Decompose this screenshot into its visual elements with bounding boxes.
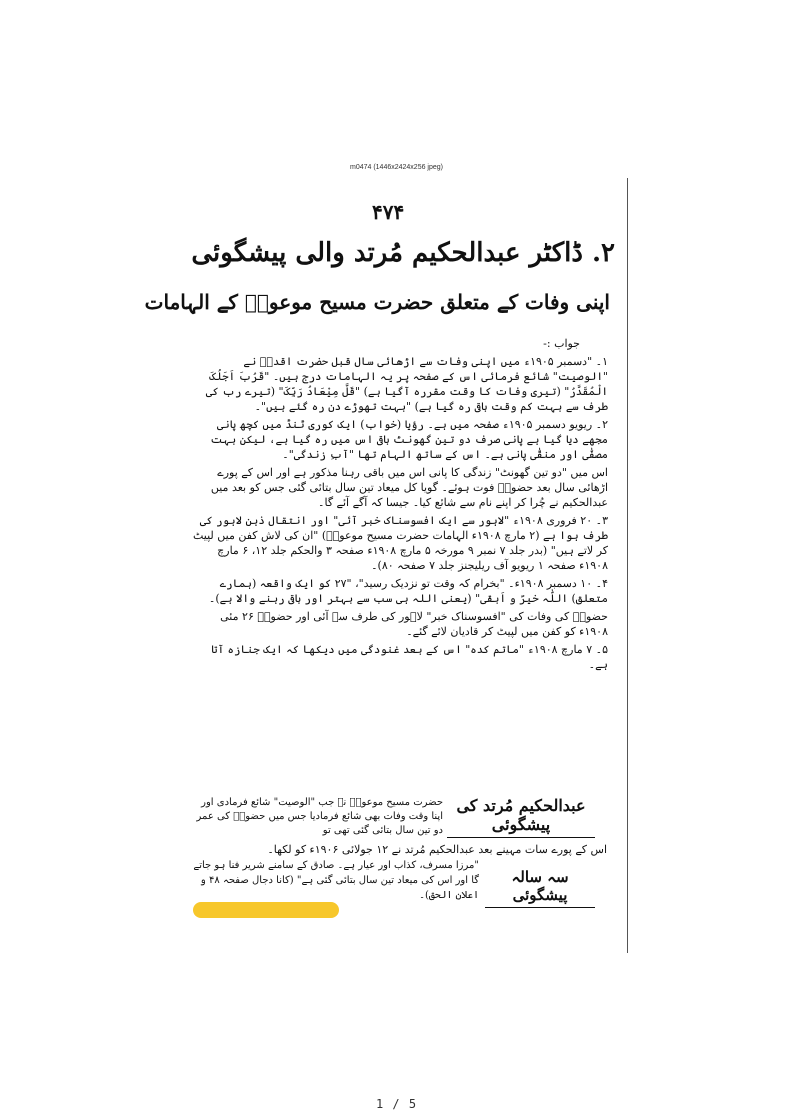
- paragraph-after-inset: اس کے پورے سات مہینے بعد عبدالحکیم مُرتد نے ۱۲ جولائی ۱۹۰۶ء کو لکھا۔: [267, 843, 607, 856]
- paragraph-5: ۴۔ ۱۰ دسمبر ۱۹۰۸ء۔ "بخرام کہ وقت تو نزدیک رسید"، "۲۷ کو ایک واقعہ (ہمارے متعلق) اللّٰہ خیرٌ و اَبقٰی" (یعنی اللہ ہی سب سے بہتر اور باقی رہنے والا ہے)۔: [208, 577, 608, 605]
- page-number: ۴۷۴: [372, 200, 405, 224]
- inset-text: حضرت مسیح موعودؑ نے جب "الوصیت" شائع فرمادی اور اپنا وقت وفات بھی شائع فرمادیا جس میں حضورؑ کی عمر دو تین سال بتائی گئی تھی تو: [196, 797, 443, 836]
- paragraph-4: ۳۔ ۲۰ فروری ۱۹۰۸ء "لاہور سے ایک افسوسناک خبر آئی" اور انتقال ذہن لاہور کی طرف ہوا ہے (۲ مارچ ۱۹۰۸ء الہامات حضرت مسیح موعودؑ) "ان کی لاش کفن میں لپیٹ کر لاتے ہیں" (بدر جلد ۷ نمبر ۹ مورخہ ۵ مارچ ۱۹۰۸ء صفحہ ۳ والحکم جلد ۱۲، ۶ مارچ ۱۹۰۸ء صفحہ ۱ ریویو آف ریلیجنز جلد ۷ صفحہ ۸۰)۔: [192, 514, 608, 572]
- paragraph-7: ۵۔ ۷ مارچ ۱۹۰۸ء "ماتم کدہ" اس کے بعد غنودگی میں دیکھا کہ ایک جنازہ آتا ہے۔: [211, 643, 608, 671]
- body-text: [190, 336, 608, 675]
- inset2-text: "مرزا مسرف، کذاب اور عیار ہے۔ صادق کے سامنے شریر فنا ہو جاتے گا اور اس کی میعاد تین سال بتائی گئی ہے" (کانا دجال صفحہ ۴۸ و اعلان الحق)۔: [193, 860, 479, 901]
- highlight-mark: [193, 902, 339, 918]
- page-edge-line: [627, 178, 628, 953]
- paragraph-1: ۱۔ "دسمبر ۱۹۰۵ء میں اپنی وفات سے اڑھائی سال قبل حضرت اقدسؑ نے "الوصیت" شائع فرمائی اس کے صفحہ پر یہ الہامات درج ہیں۔ "قَرُبَ اَجَلُکَ الْمُقَدَّرُ" (تیری وفات کا وقت مقررہ آگیا ہے) "قَلَّ مِیْعَادُ رَبِّکَ" (تیرے رب کی طرف سے بہت کم وقت باقی رہ گیا ہے) "بہت تھوڑے دن رہ گئے ہیں"۔: [205, 355, 608, 413]
- page-indicator: 1 / 5: [375, 1097, 418, 1111]
- inset-heading: عبدالحکیم مُرتد کی پیشگوئی: [447, 796, 595, 838]
- inset2-heading: سہ سالہ پیشگوئی: [485, 868, 595, 908]
- page-subtitle: اپنی وفات کے متعلق حضرت مسیح موعودؑ کے الہامات: [144, 290, 610, 314]
- page-title: ۲. ڈاکٹر عبدالحکیم مُرتد والی پیشگوئی: [191, 238, 615, 268]
- paragraph-2: ۲۔ ریویو دسمبر ۱۹۰۵ء صفحہ میں ہے۔ رؤیا (خواب) ایک کوری ٹنڈ میں کچھ پانی مجھے دیا گیا ہے پانی صرف دو تین گھونٹ باقی اس میں رہ گیا ہے، لیکن بہت مصفّٰی اور منقّٰی پانی ہے۔ اس کے ساتھ الہام تھا "آبِ زندگی"۔: [210, 418, 608, 461]
- paragraph-6: حضورؑ کی وفات کی "افسوسناک خبر" لاہور کی طرف سے آئی اور حضورؑ ۲۶ مئی ۱۹۰۸ء کو کفن میں لپیٹ کر قادیان لائے گئے۔: [220, 610, 608, 638]
- answer-label: جواب :-: [543, 337, 580, 350]
- image-caption: m0474 (1446x2424x256 jpeg): [349, 164, 443, 171]
- paragraph-3: اس میں "دو تین گھونٹ" زندگی کا پانی اس میں باقی رہنا مذکور ہے اور اس کے پورے اڑھائی سال بعد حضورؑ فوت ہوئے۔ گویا کل میعاد تین سال بتائی گئی جس کو بعد میں عبدالحکیم نے چُرا کر اپنے نام سے شائع کیا۔ جیسا کہ آگے آئے گا۔: [210, 466, 608, 509]
